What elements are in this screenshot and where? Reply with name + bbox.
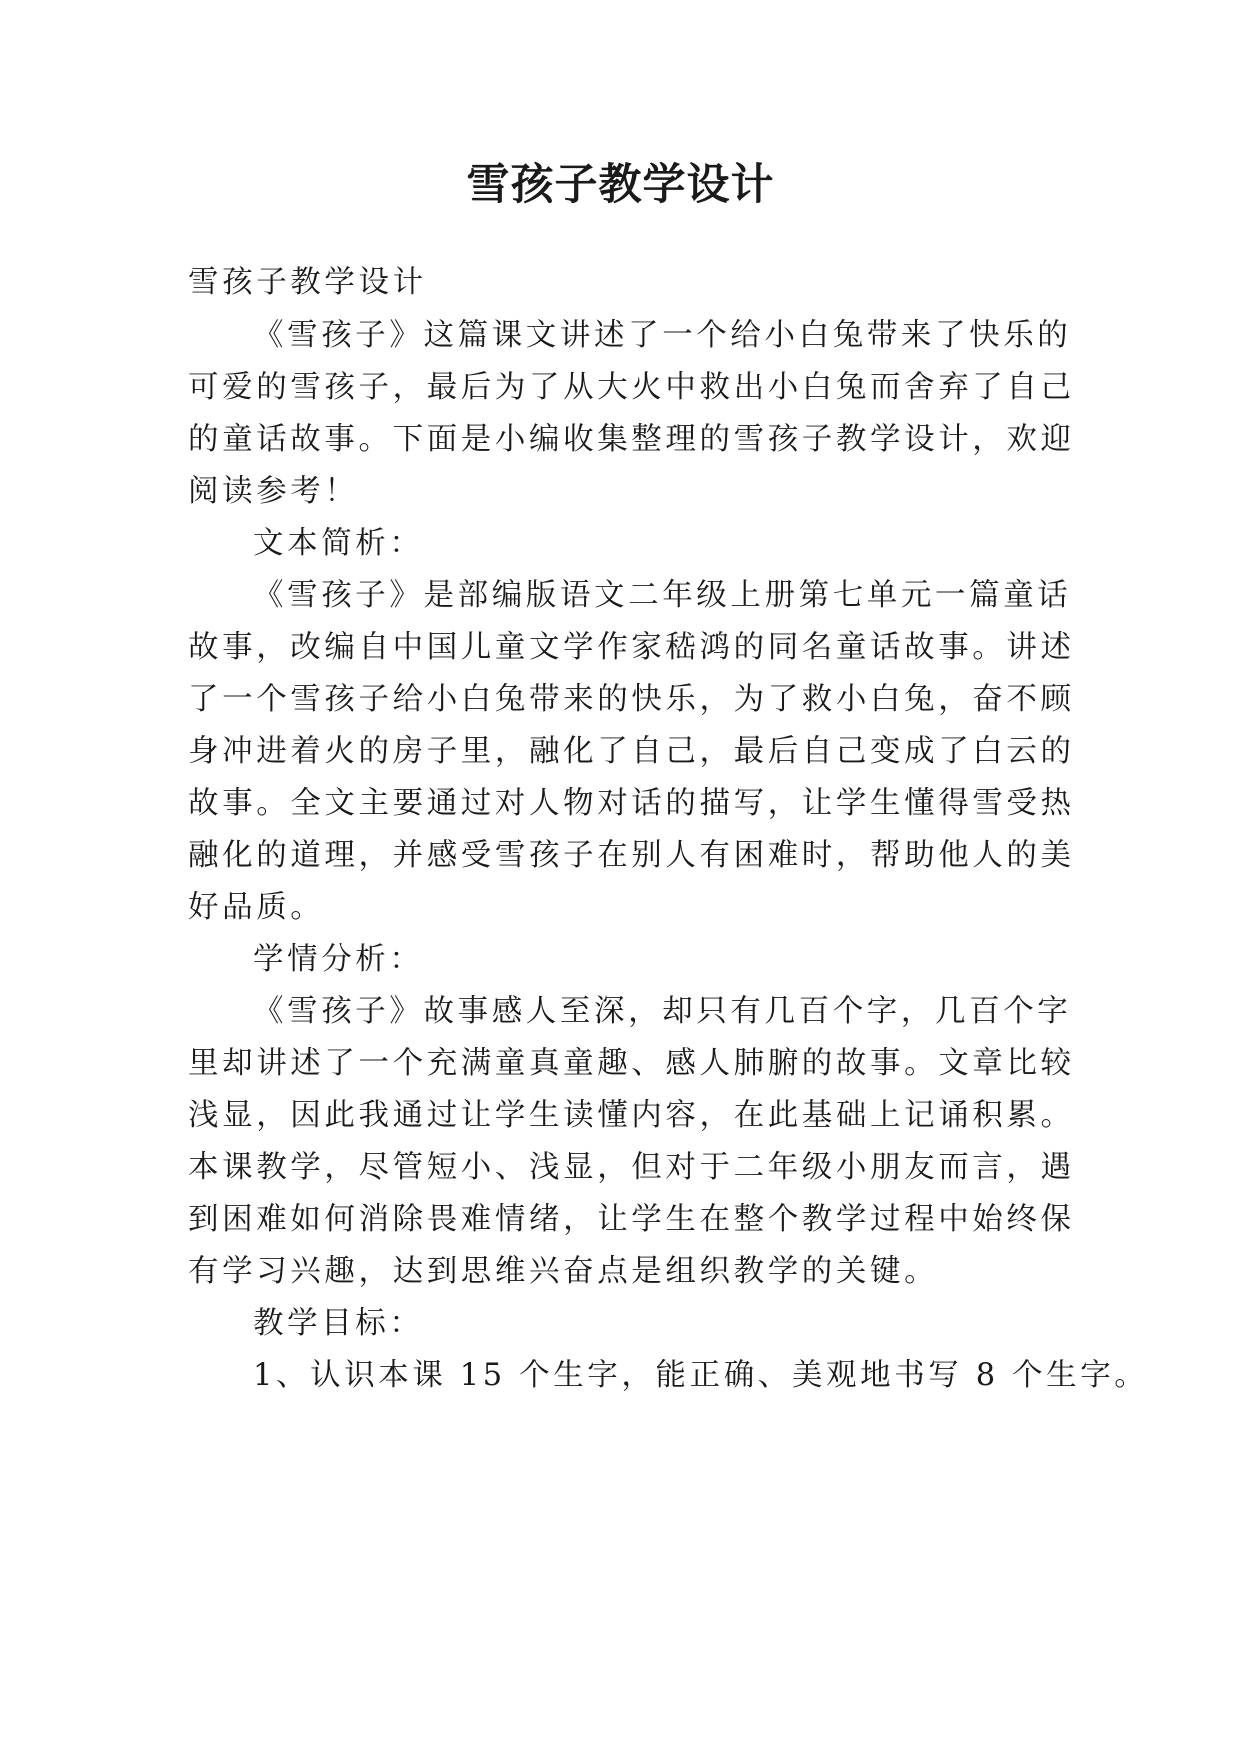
paragraph-line: 故事。全文主要通过对人物对话的描写，让学生懂得雪受热 <box>188 786 1075 821</box>
list-item: 1、认识本课 15 个生字，能正确、美观地书写 8 个生字。 <box>253 1358 1149 1393</box>
paragraph-line: 《雪孩子》是部编版语文二年级上册第七单元一篇童话 <box>253 578 1072 613</box>
paragraph-line: 好品质。 <box>188 890 325 925</box>
paragraph-line: 本课教学，尽管短小、浅显，但对于二年级小朋友而言，遇 <box>188 1150 1075 1185</box>
subtitle-line: 雪孩子教学设计 <box>188 265 427 300</box>
paragraph-line: 融化的道理，并感受雪孩子在别人有困难时，帮助他人的美 <box>188 838 1075 873</box>
paragraph-line: 浅显，因此我通过让学生读懂内容，在此基础上记诵积累。 <box>188 1098 1075 1133</box>
paragraph-line: 到困难如何消除畏难情绪，让学生在整个教学过程中始终保 <box>188 1202 1075 1237</box>
section-heading: 学情分析： <box>253 942 424 977</box>
section-heading: 文本简析： <box>253 526 424 561</box>
section-heading: 教学目标： <box>253 1306 424 1341</box>
document-title: 雪孩子教学设计 <box>466 160 775 210</box>
paragraph-line: 故事，改编自中国儿童文学作家嵇鸿的同名童话故事。讲述 <box>188 630 1075 665</box>
paragraph-line: 可爱的雪孩子，最后为了从大火中救出小白兔而舍弃了自己 <box>188 370 1075 405</box>
paragraph-line: 有学习兴趣，达到思维兴奋点是组织教学的关键。 <box>188 1254 939 1289</box>
paragraph-line: 《雪孩子》这篇课文讲述了一个给小白兔带来了快乐的 <box>253 318 1072 353</box>
paragraph-line: 阅读参考！ <box>188 474 359 509</box>
paragraph-line: 了一个雪孩子给小白兔带来的快乐，为了救小白兔，奋不顾 <box>188 682 1075 717</box>
paragraph-line: 身冲进着火的房子里，融化了自己，最后自己变成了白云的 <box>188 734 1075 769</box>
paragraph-line: 《雪孩子》故事感人至深，却只有几百个字，几百个字 <box>253 994 1072 1029</box>
paragraph-line: 的童话故事。下面是小编收集整理的雪孩子教学设计，欢迎 <box>188 422 1075 457</box>
paragraph-line: 里却讲述了一个充满童真童趣、感人肺腑的故事。文章比较 <box>188 1046 1075 1081</box>
